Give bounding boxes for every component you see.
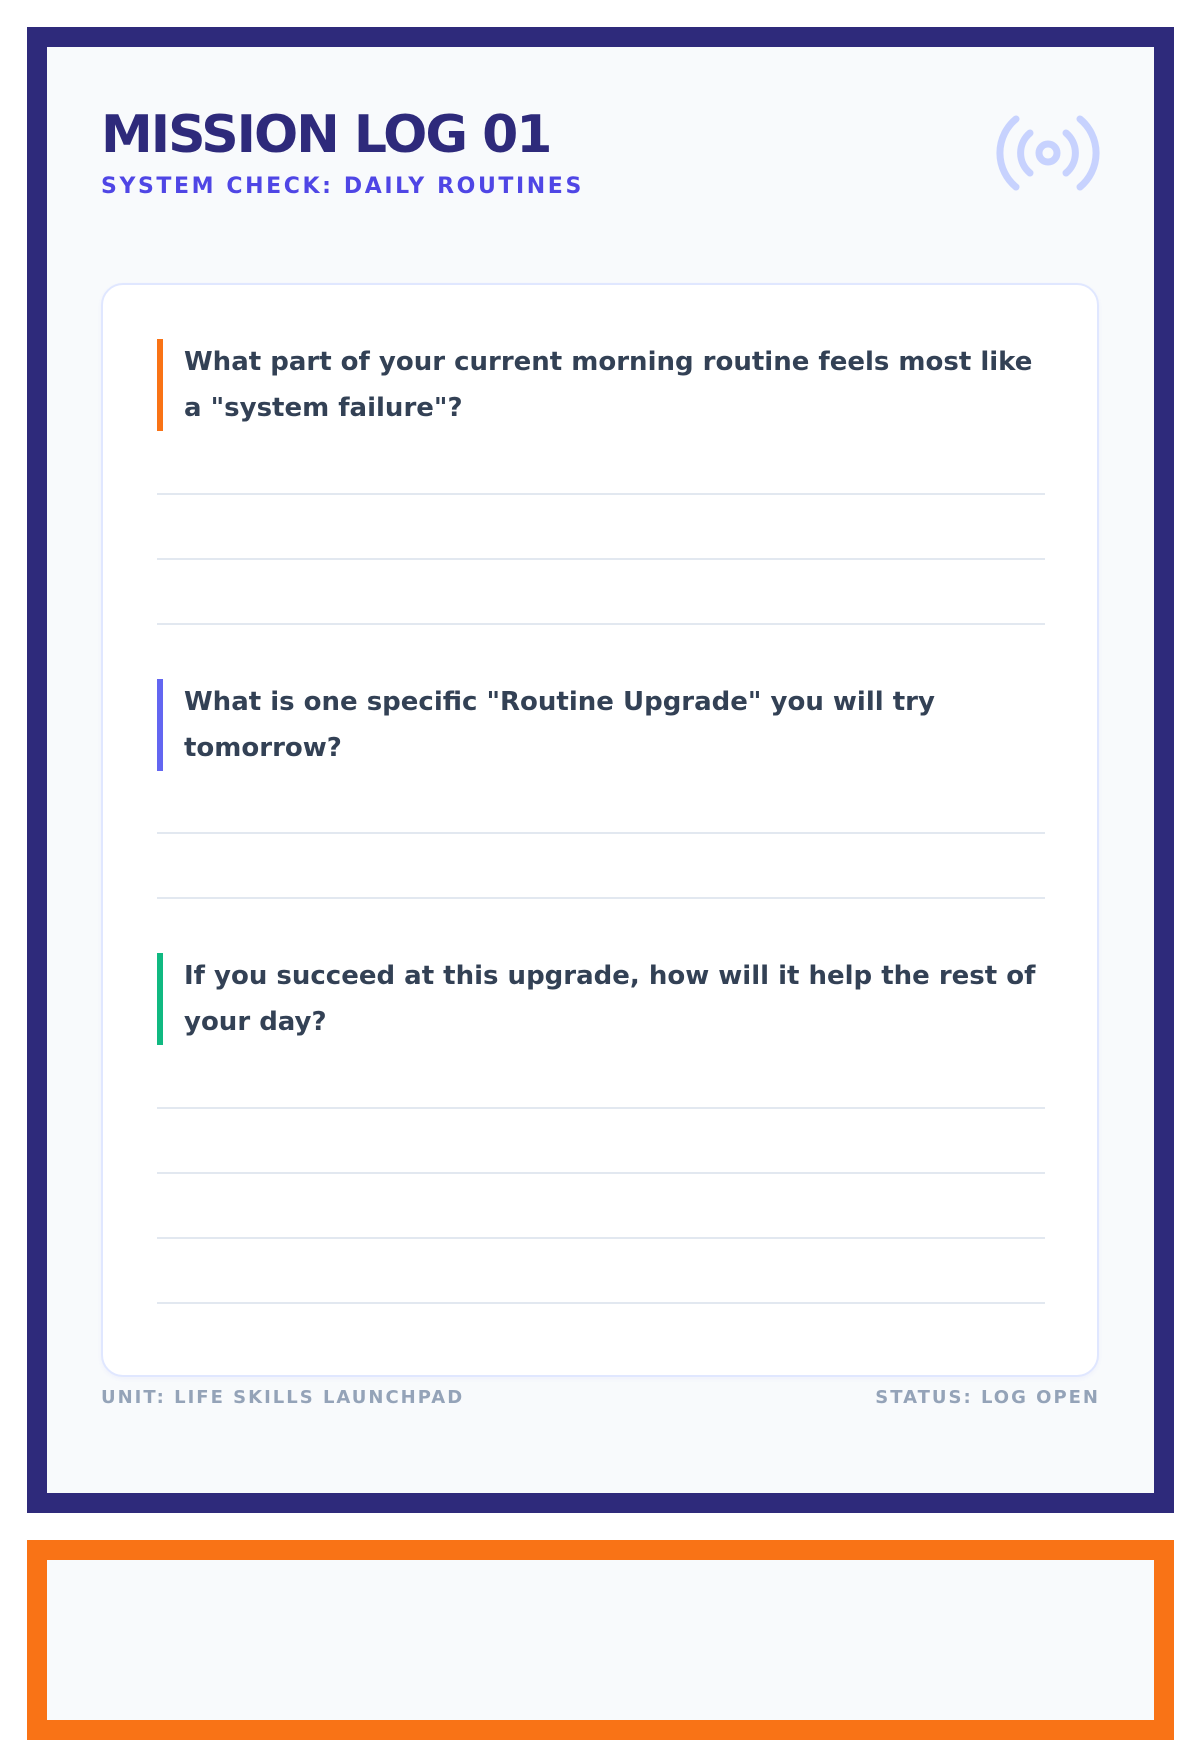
answer-line — [157, 493, 1045, 495]
status-label: STATUS: LOG OPEN — [875, 1387, 1100, 1408]
answer-line — [157, 832, 1045, 834]
answer-line — [157, 897, 1045, 899]
answer-line — [157, 1107, 1045, 1109]
answer-line — [157, 623, 1045, 625]
answer-line — [157, 1302, 1045, 1304]
broadcast-icon — [996, 113, 1100, 193]
worksheet-inner — [47, 47, 1154, 1493]
page-header — [101, 103, 1100, 213]
question-3: If you succeed at this upgrade, how will it help the rest of your day? — [157, 953, 1045, 1045]
page-subtitle: SYSTEM CHECK: DAILY ROUTINES — [101, 174, 584, 199]
answer-line — [157, 1237, 1045, 1239]
page-footer — [101, 1387, 1100, 1411]
next-worksheet-inner — [47, 1560, 1154, 1720]
answer-line — [157, 558, 1045, 560]
questions-card — [101, 283, 1099, 1377]
worksheet-page — [27, 27, 1174, 1513]
question-2: What is one specific "Routine Upgrade" you will try tomorrow? — [157, 679, 1045, 771]
answer-line — [157, 1172, 1045, 1174]
page-title: MISSION LOG 01 — [101, 105, 551, 165]
question-1: What part of your current morning routine feels most like a "system failure"? — [157, 339, 1045, 431]
unit-label: UNIT: LIFE SKILLS LAUNCHPAD — [101, 1387, 465, 1408]
next-worksheet-page — [27, 1540, 1174, 1740]
